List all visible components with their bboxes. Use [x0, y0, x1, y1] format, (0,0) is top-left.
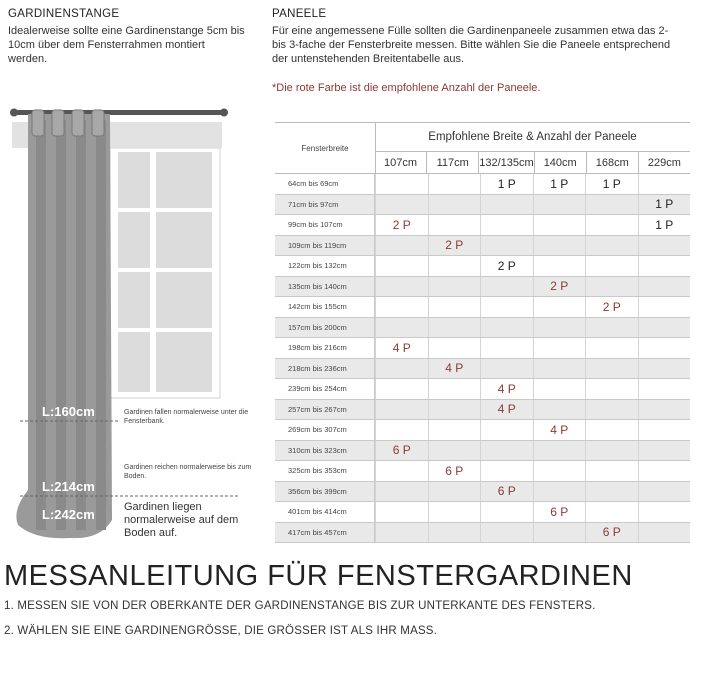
panel-count-cell — [585, 338, 638, 358]
panel-count-cell — [533, 297, 586, 317]
column-header: 132/135cm — [478, 152, 533, 174]
panel-count-cell — [480, 502, 533, 522]
column-header: 229cm — [638, 152, 690, 174]
panel-count-cell — [428, 400, 481, 420]
panels-text-line: bis 3-fache der Fensterbreite messen. Bitte wählen Sie die Paneele entsprechend — [272, 39, 671, 51]
panel-count-cell — [375, 318, 428, 338]
window-width-range: 64cm bis 69cm — [275, 174, 375, 194]
window-width-range: 109cm bis 119cm — [275, 236, 375, 256]
panel-count-cell — [533, 236, 586, 256]
note-242 — [124, 501, 269, 540]
panel-count-cell — [375, 174, 428, 194]
table-row — [275, 215, 690, 236]
window-width-range: 142cm bis 155cm — [275, 297, 375, 317]
panel-count-cell: 2 P — [533, 277, 586, 297]
panel-count-cell — [428, 523, 481, 543]
panel-count-cell — [428, 318, 481, 338]
panels-title: PANEELE — [272, 8, 327, 20]
measure-label-242: L:242cm — [42, 507, 95, 522]
column-header: 168cm — [586, 152, 638, 174]
panel-count-cell — [638, 318, 691, 338]
panel-count-cell — [480, 297, 533, 317]
window-width-range: 198cm bis 216cm — [275, 338, 375, 358]
panel-count-cell: 4 P — [533, 420, 586, 440]
panel-count-cell — [428, 502, 481, 522]
panel-count-cell — [533, 359, 586, 379]
note-242-line: normalerweise auf dem — [124, 514, 239, 526]
note-242-line: Gardinen liegen — [124, 501, 202, 513]
panel-count-cell — [375, 523, 428, 543]
panel-count-cell — [638, 277, 691, 297]
panel-count-cell — [480, 441, 533, 461]
panel-count-cell — [585, 400, 638, 420]
table-row — [275, 174, 690, 195]
panel-count-cell: 2 P — [428, 236, 481, 256]
panel-count-cell — [428, 297, 481, 317]
table-row — [275, 359, 690, 380]
window-width-range: 401cm bis 414cm — [275, 502, 375, 522]
curtain-panel-graphic — [16, 110, 112, 538]
panel-count-cell — [375, 379, 428, 399]
curtain-rod-text-line: Idealerweise sollte eine Gardinenstange 5cm bis — [8, 25, 245, 37]
panels-text-line: Für eine angemessene Fülle sollten die Gardinenpaneele zusammen etwa das 2- — [272, 25, 669, 37]
panel-count-cell — [375, 461, 428, 481]
panel-count-cell — [533, 379, 586, 399]
window-width-range: 218cm bis 236cm — [275, 359, 375, 379]
window-width-range: 356cm bis 399cm — [275, 482, 375, 502]
panel-count-cell — [638, 523, 691, 543]
panel-count-cell — [428, 338, 481, 358]
panel-count-cell — [428, 441, 481, 461]
panel-count-cell: 6 P — [375, 441, 428, 461]
column-header: 140cm — [534, 152, 586, 174]
panel-count-cell — [638, 359, 691, 379]
instructions-title: MESSANLEITUNG FÜR FENSTERGARDINEN — [4, 560, 633, 592]
panel-size-table — [275, 122, 690, 543]
curtain-rod-text — [8, 24, 270, 66]
panel-count-cell: 6 P — [585, 523, 638, 543]
panel-count-cell — [533, 318, 586, 338]
window-width-range: 310cm bis 323cm — [275, 441, 375, 461]
panel-count-cell — [428, 174, 481, 194]
panel-count-cell — [638, 338, 691, 358]
table-row — [275, 195, 690, 216]
panel-count-cell — [533, 400, 586, 420]
table-row — [275, 441, 690, 462]
panel-count-cell: 4 P — [480, 400, 533, 420]
panel-count-cell — [480, 277, 533, 297]
panel-count-cell — [480, 215, 533, 235]
panel-count-cell — [480, 420, 533, 440]
panel-count-cell — [375, 420, 428, 440]
panel-count-cell — [585, 482, 638, 502]
panel-count-cell — [428, 420, 481, 440]
panel-count-cell — [638, 256, 691, 276]
panel-count-cell — [533, 195, 586, 215]
panel-count-cell — [428, 482, 481, 502]
curtain-rod-text-line: werden. — [8, 53, 48, 65]
panel-count-cell: 6 P — [480, 482, 533, 502]
table-row — [275, 256, 690, 277]
panel-count-cell — [375, 277, 428, 297]
panel-count-cell: 2 P — [585, 297, 638, 317]
panel-count-cell — [638, 297, 691, 317]
panel-count-cell: 1 P — [638, 215, 691, 235]
panel-count-cell: 1 P — [638, 195, 691, 215]
table-row — [275, 502, 690, 523]
note-242-line: Boden auf. — [124, 527, 178, 539]
panel-count-cell — [375, 236, 428, 256]
panel-count-cell — [585, 215, 638, 235]
panel-count-cell — [638, 461, 691, 481]
window-width-range: 325cm bis 353cm — [275, 461, 375, 481]
note-160: Gardinen fallen normalerweise unter die Fensterbank. — [124, 409, 249, 425]
window-width-range: 135cm bis 140cm — [275, 277, 375, 297]
table-row — [275, 400, 690, 421]
column-header: 107cm — [384, 157, 418, 169]
panel-count-cell — [585, 461, 638, 481]
panel-count-cell — [585, 236, 638, 256]
window-width-range: 417cm bis 457cm — [275, 523, 375, 543]
panel-count-cell — [638, 379, 691, 399]
panel-count-cell — [585, 277, 638, 297]
panel-count-cell — [585, 318, 638, 338]
panel-count-cell — [428, 277, 481, 297]
panel-count-cell: 1 P — [480, 174, 533, 194]
curtain-rod-text-line: 10cm über dem Fensterrahmen montiert — [8, 39, 205, 51]
panel-count-cell — [533, 256, 586, 276]
table-row — [275, 461, 690, 482]
window-width-range: 99cm bis 107cm — [275, 215, 375, 235]
panel-count-cell — [585, 441, 638, 461]
table-row — [275, 277, 690, 298]
panels-text-line: der untenstehenden Breitentabelle aus. — [272, 53, 465, 65]
panel-count-cell — [533, 523, 586, 543]
panel-count-cell — [428, 195, 481, 215]
table-row — [275, 338, 690, 359]
panel-count-cell — [638, 236, 691, 256]
panel-count-cell — [375, 256, 428, 276]
panel-count-cell — [638, 174, 691, 194]
panels-text — [272, 24, 717, 66]
panel-count-cell — [533, 482, 586, 502]
panel-count-cell: 2 P — [480, 256, 533, 276]
window-width-range: 157cm bis 200cm — [275, 318, 375, 338]
panel-count-cell — [375, 400, 428, 420]
panel-count-cell — [638, 400, 691, 420]
panel-count-cell: 1 P — [585, 174, 638, 194]
panel-count-cell — [585, 195, 638, 215]
panel-count-cell — [375, 359, 428, 379]
panel-count-cell: 6 P — [428, 461, 481, 481]
panel-count-cell: 4 P — [375, 338, 428, 358]
panel-count-cell — [585, 359, 638, 379]
window-width-range: 239cm bis 254cm — [275, 379, 375, 399]
panel-count-cell — [585, 256, 638, 276]
panel-count-cell — [480, 195, 533, 215]
table-header — [275, 122, 690, 174]
panel-count-cell — [480, 523, 533, 543]
panel-count-cell — [375, 297, 428, 317]
table-row — [275, 523, 690, 544]
panel-count-cell — [585, 502, 638, 522]
panel-count-cell: 6 P — [533, 502, 586, 522]
panel-count-cell — [533, 441, 586, 461]
panel-count-cell — [533, 338, 586, 358]
panel-count-cell — [585, 420, 638, 440]
table-row — [275, 318, 690, 339]
instruction-step-1: 1. MESSEN SIE VON DER OBERKANTE DER GARDINENSTANGE BIS ZUR UNTERKANTE DES FENSTERS. — [4, 600, 596, 612]
window-width-range: 122cm bis 132cm — [275, 256, 375, 276]
panel-count-cell — [533, 215, 586, 235]
panel-count-cell — [638, 502, 691, 522]
panel-count-cell — [638, 441, 691, 461]
panel-count-cell: 2 P — [375, 215, 428, 235]
window-width-range: 269cm bis 307cm — [275, 420, 375, 440]
panel-count-cell: 4 P — [480, 379, 533, 399]
panel-count-cell — [480, 338, 533, 358]
panel-count-cell — [480, 236, 533, 256]
panel-count-cell — [480, 461, 533, 481]
panel-count-cell — [480, 318, 533, 338]
panel-count-cell — [428, 379, 481, 399]
panel-count-cell: 1 P — [533, 174, 586, 194]
instruction-step-2: 2. WÄHLEN SIE EINE GARDINENGRÖSSE, DIE GRÖSSER IST ALS IHR MASS. — [4, 625, 438, 637]
panel-count-cell — [638, 420, 691, 440]
table-row — [275, 297, 690, 318]
column-headers — [375, 151, 690, 174]
panel-count-cell — [428, 215, 481, 235]
panel-count-cell — [375, 502, 428, 522]
recommended-width-header: Empfohlene Breite & Anzahl der Paneele — [428, 131, 637, 143]
panel-count-cell — [375, 482, 428, 502]
curtain-rod-title: GARDINENSTANGE — [8, 8, 120, 20]
panel-count-cell — [585, 379, 638, 399]
window-width-range: 257cm bis 267cm — [275, 400, 375, 420]
column-header: 117cm — [426, 152, 478, 174]
table-row — [275, 482, 690, 503]
panel-count-cell — [480, 359, 533, 379]
panel-count-cell — [638, 482, 691, 502]
window-width-header: Fensterbreite — [301, 143, 349, 153]
note-214: Gardinen reichen normalerweise bis zum Boden. — [124, 464, 252, 480]
measure-label-160: L:160cm — [42, 404, 95, 419]
table-body — [275, 174, 690, 543]
table-row — [275, 236, 690, 257]
table-row — [275, 379, 690, 400]
panel-count-cell — [428, 256, 481, 276]
panel-count-cell — [375, 195, 428, 215]
red-color-note: *Die rote Farbe ist die empfohlene Anzahl der Paneele. — [272, 82, 541, 94]
panel-count-cell: 4 P — [428, 359, 481, 379]
window-width-range: 71cm bis 97cm — [275, 195, 375, 215]
measure-label-214: L:214cm — [42, 479, 95, 494]
panel-count-cell — [533, 461, 586, 481]
table-row — [275, 420, 690, 441]
